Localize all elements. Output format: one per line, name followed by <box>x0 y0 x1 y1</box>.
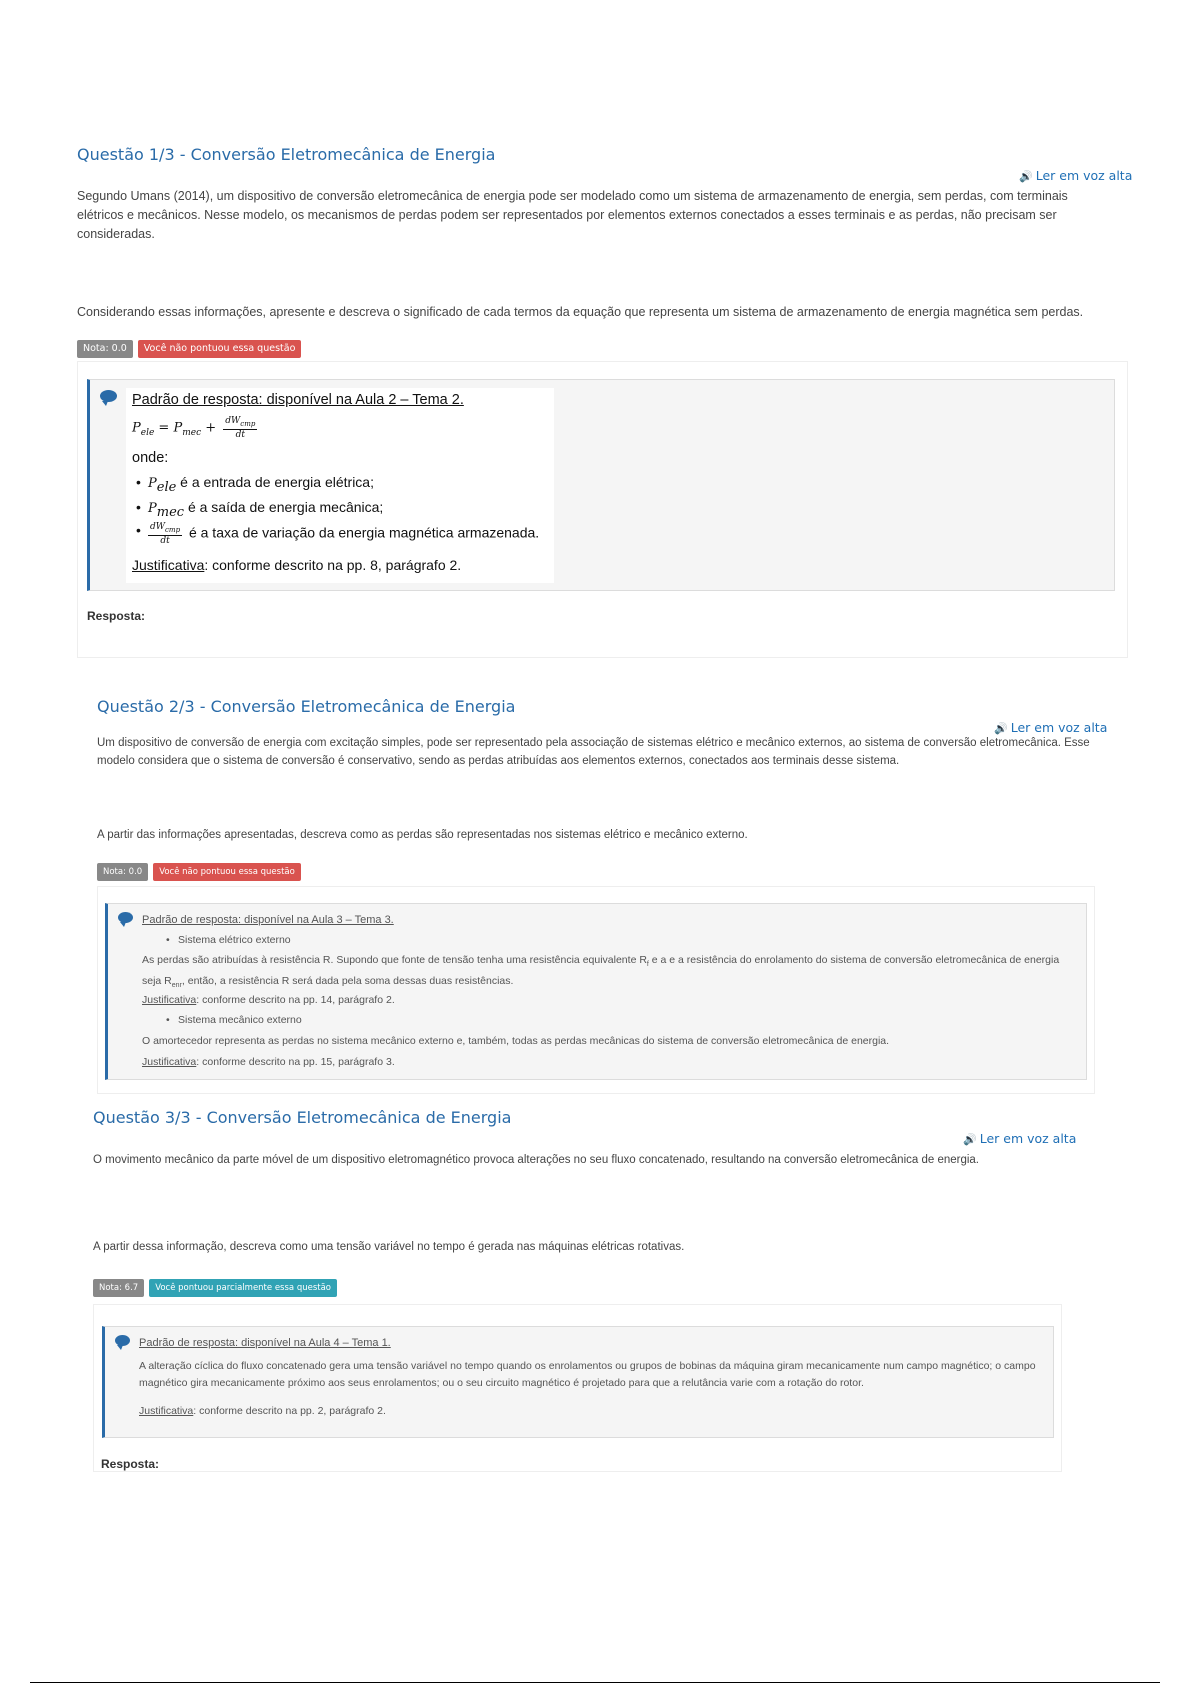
grade-badges <box>93 1279 337 1297</box>
footer-divider <box>30 1682 1160 1683</box>
answer-heading: Padrão de resposta: disponível na Aula 2 – Tema 2. <box>132 392 464 408</box>
question-prompt: A partir dessa informação, descreva como uma tensão variável no tempo é gerada nas máquinas elétricas rotativas. <box>93 1241 685 1253</box>
status-badge: Você não pontuou essa questão <box>153 863 301 881</box>
answer-callout <box>87 379 1115 591</box>
list-item: • Sistema elétrico externo <box>162 932 291 948</box>
grade-badge: Nota: 0.0 <box>97 863 148 881</box>
comment-bubble-icon <box>118 912 133 923</box>
comment-bubble-icon <box>115 1335 130 1346</box>
onde-label: onde: <box>132 450 169 466</box>
answer-callout <box>105 903 1087 1080</box>
answer-paragraph: As perdas são atribuídas à resistência R. Supondo que fonte de tensão tenha uma resistência equivalente $R_f$ e a e a resistência do enrolamento do sistema de conversão eletromecânica de energia seja $R_{enr}$, então, a resistência R será dada pela soma dessas duas resistências. <box>142 954 1060 990</box>
response-label: Resposta: <box>101 1457 160 1471</box>
justification: Justificativa: conforme descrito na pp. 14, parágrafo 2. <box>142 994 395 1006</box>
answer-paragraph: O amortecedor representa as perdas no sistema mecânico externo e, também, todas as perdas mecânicas do sistema de conversão eletromecânica de energia. <box>142 1035 890 1047</box>
justification: Justificativa: conforme descrito na pp. 8, parágrafo 2. <box>132 557 462 573</box>
fraction: $\frac{dW_{cmp}}{dt}$ <box>225 416 256 440</box>
question-3 <box>93 1108 1093 1127</box>
justification: Justificativa: conforme descrito na pp. 2, parágrafo 2. <box>139 1405 386 1417</box>
answer-image <box>126 388 554 583</box>
grade-badges <box>97 863 301 881</box>
answer-paragraph: A alteração cíclica do fluxo concatenado gera uma tensão variável no tempo quando os enrolamentos ou grupos de bobinas da máquina giram mecanicamente num campo magnético; o campo magnético gira mecanicamente próximo aos seus enrolamentos; ou o seu circuito magnético é projetado para que a relutância varie com a rotação do rotor. <box>139 1360 1036 1389</box>
comment-bubble-icon <box>100 390 117 402</box>
read-aloud-link[interactable] <box>994 720 1107 735</box>
question-title: Questão 1/3 - Conversão Eletromecânica de Energia <box>77 145 496 164</box>
status-badge: Você não pontuou essa questão <box>138 340 302 358</box>
question-stem: O movimento mecânico da parte móvel de um dispositivo eletromagnético provoca alterações no seu fluxo concatenado, resultando na conversão eletromecânica de energia. <box>93 1154 980 1166</box>
list-item: • $\frac{dW_{cmp}}{dt}$ é a taxa de variação da energia magnética armazenada. <box>132 522 539 546</box>
question-title: Questão 3/3 - Conversão Eletromecânica de Energia <box>93 1108 512 1127</box>
fraction: • $\frac{dW_{cmp}}{dt}$ <box>150 522 181 546</box>
question-stem: Um dispositivo de conversão de energia com excitação simples, pode ser representado pela associação de sistemas elétrico e mecânico externos, ao sistema de conversão eletromecânica. Esse modelo considera que o sistema de conversão é conservativo, sendo as perdas atribuídas aos elementos externos, conectados aos terminais desse sistema. <box>97 737 1090 767</box>
speaker-icon: 🔊 <box>994 722 1008 735</box>
question-1 <box>77 145 1127 164</box>
answer-callout <box>102 1326 1054 1438</box>
equation: $P_{ele} = P_{mec}$ + $\frac{dW_{cmp}}{dt}$ <box>132 416 256 440</box>
grade-badges <box>77 340 301 358</box>
grade-badge: Nota: 6.7 <box>93 1279 144 1297</box>
list-item: • Sistema mecânico externo <box>162 1012 302 1028</box>
speaker-icon: 🔊 <box>963 1133 977 1146</box>
answer-heading: Padrão de resposta: disponível na Aula 3 – Tema 3. <box>142 914 394 926</box>
grade-badge: Nota: 0.0 <box>77 340 133 358</box>
list-item: • $P_{ele}$ é a entrada de energia elétrica; <box>132 474 374 495</box>
read-aloud-label: Ler em voz alta <box>1035 168 1133 183</box>
read-aloud-link[interactable] <box>1019 168 1132 183</box>
justification: Justificativa: conforme descrito na pp. 15, parágrafo 3. <box>142 1056 395 1068</box>
read-aloud-label: Ler em voz alta <box>979 1131 1077 1146</box>
question-2 <box>97 697 1097 716</box>
speaker-icon: 🔊 <box>1019 170 1033 183</box>
question-prompt: Considerando essas informações, apresente e descreva o significado de cada termos da equação que representa um sistema de armazenamento de energia magnética sem perdas. <box>77 305 1084 319</box>
response-label: Resposta: <box>87 609 146 623</box>
question-title: Questão 2/3 - Conversão Eletromecânica de Energia <box>97 697 516 716</box>
question-prompt: A partir das informações apresentadas, descreva como as perdas são representadas nos sistemas elétrico e mecânico externo. <box>97 829 748 841</box>
read-aloud-link[interactable] <box>963 1131 1076 1146</box>
answer-heading: Padrão de resposta: disponível na Aula 4 – Tema 1. <box>139 1337 391 1349</box>
read-aloud-label: Ler em voz alta <box>1010 720 1108 735</box>
list-item: • $P_{mec}$ é a saída de energia mecânica; <box>132 499 383 520</box>
status-badge: Você pontuou parcialmente essa questão <box>149 1279 337 1297</box>
question-stem: Segundo Umans (2014), um dispositivo de conversão eletromecânica de energia pode ser modelado como um sistema de armazenamento de energia, sem perdas, com terminais elétricos e mecânicos. Nesse modelo, os mecanismos de perdas podem ser representados por elementos externos conectados a esses terminais e as perdas, não precisam ser consideradas. <box>77 189 1068 241</box>
